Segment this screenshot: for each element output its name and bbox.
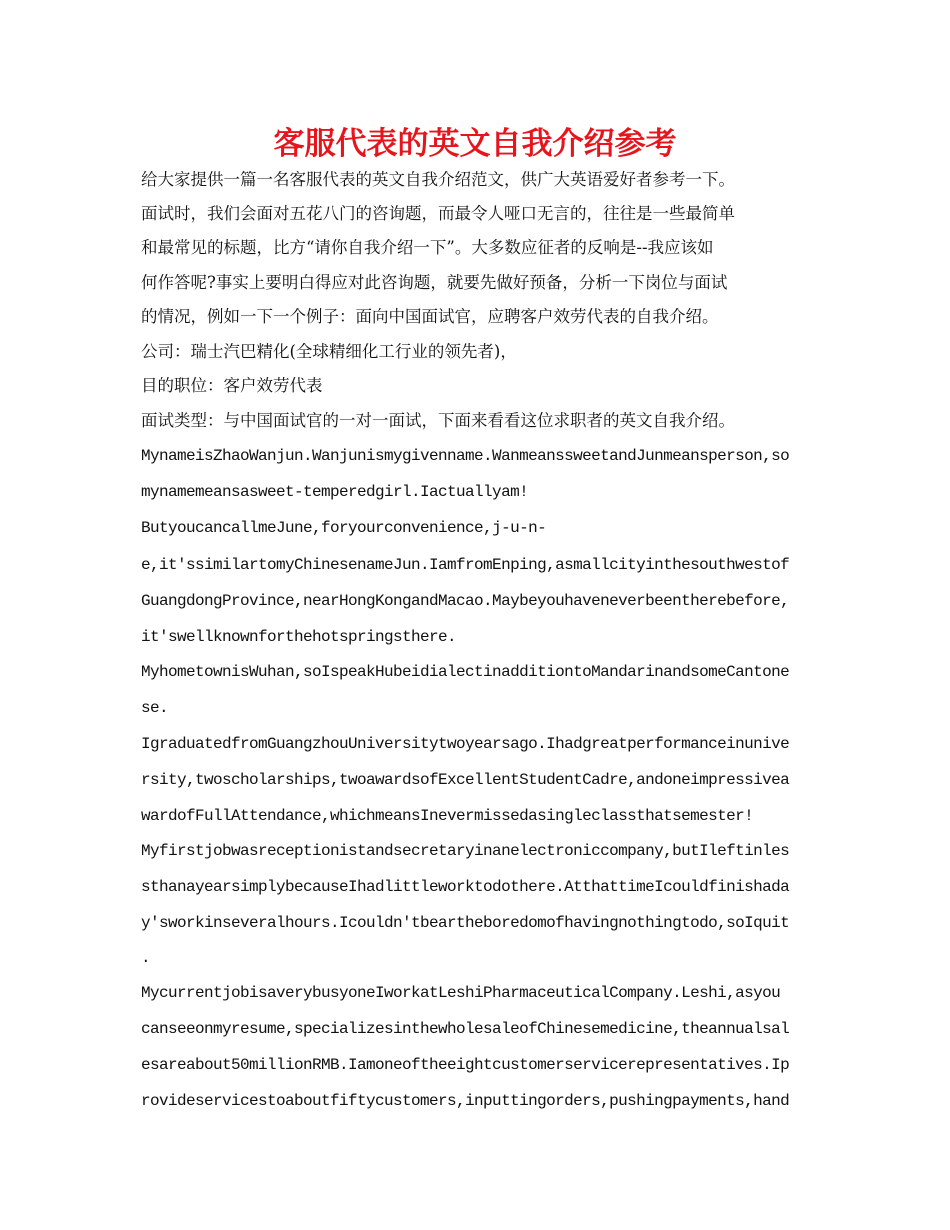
- english-line: MycurrentjobisaverybusyoneIworkatLeshiPharmaceuticalCompany.Leshi,asyou: [141, 984, 781, 1002]
- english-line: canseeonmyresume,specializesinthewholesaleofChinesemedicine,theannualsal: [141, 1020, 790, 1038]
- english-line: mynamemeansasweet-temperedgirl.Iactuallyam!: [141, 483, 529, 501]
- english-line: GuangdongProvince,nearHongKongandMacao.Maybeyouhaveneverbeentherebefore,: [141, 592, 790, 610]
- english-line: it'swellknownforthehotspringsthere.: [141, 628, 457, 646]
- intro-line: 何作答呢?事实上要明白得应对此咨询题，就要先做好预备，分析一下岗位与面试: [141, 273, 728, 292]
- english-line: MynameisZhaoWanjun.Wanjunismygivenname.WanmeanssweetandJunmeansperson,so: [141, 447, 790, 465]
- intro-line: 公司：瑞士汽巴精化(全球精细化工行业的领先者)，: [141, 342, 517, 361]
- english-line: rovideservicestoaboutfiftycustomers,inputtingorders,pushingpayments,hand: [141, 1092, 790, 1110]
- english-line: Myfirstjobwasreceptionistandsecretaryinanelectroniccompany,butIleftinles: [141, 842, 790, 860]
- english-line: MyhometownisWuhan,soIspeakHubeidialectinadditiontoMandarinandsomeCantone: [141, 663, 790, 681]
- english-line: .: [141, 949, 151, 967]
- intro-line: 和最常见的标题，比方“请你自我介绍一下”。大多数应征者的反响是--我应该如: [141, 238, 714, 257]
- english-line: rsity,twoscholarships,twoawardsofExcellentStudentCadre,andoneimpressivea: [141, 771, 790, 789]
- english-line: esareabout50millionRMB.Iamoneoftheeightcustomerservicerepresentatives.Ip: [141, 1056, 790, 1074]
- intro-line: 给大家提供一篇一名客服代表的英文自我介绍范文，供广大英语爱好者参考一下。: [141, 170, 735, 189]
- english-line: y'sworkinseveralhours.Icouldn'tbeartheboredomofhavingnothingtodo,soIquit: [141, 914, 790, 932]
- english-line: e,it'ssimilartomyChinesenameJun.IamfromEnping,asmallcityinthesouthwestof: [141, 556, 790, 574]
- english-line: wardofFullAttendance,whichmeansInevermissedasingleclassthatsemester!: [141, 807, 754, 825]
- document-title: 客服代表的英文自我介绍参考: [273, 126, 677, 162]
- intro-line: 面试时，我们会面对五花八门的咨询题，而最令人哑口无言的，往往是一些最简单: [141, 204, 735, 223]
- english-line: sthanayearsimplybecauseIhadlittleworktodothere.AtthattimeIcouldfinishada: [141, 878, 790, 896]
- intro-line: 面试类型：与中国面试官的一对一面试，下面来看看这位求职者的英文自我介绍。: [141, 411, 735, 430]
- intro-line: 的情况，例如一下一个例子：面向中国面试官，应聘客户效劳代表的自我介绍。: [141, 307, 719, 326]
- english-line: se.: [141, 699, 169, 717]
- english-line: IgraduatedfromGuangzhouUniversitytwoyearsago.Ihadgreatperformanceinunive: [141, 735, 790, 753]
- english-line: ButyoucancallmeJune,foryourconvenience,j-u-n-: [141, 519, 547, 537]
- intro-line: 目的职位：客户效劳代表: [141, 376, 323, 395]
